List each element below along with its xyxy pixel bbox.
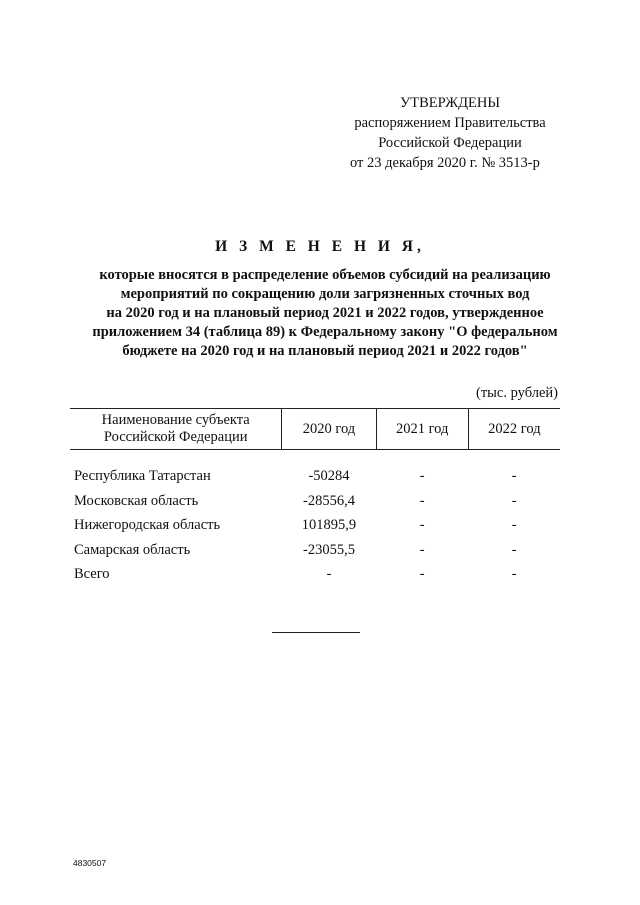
row-2020: 101895,9	[301, 517, 357, 533]
header-2022: 2022 год	[468, 409, 560, 450]
header-2021: 2021 год	[376, 409, 468, 450]
header-region-line1: Наименование субъекта	[101, 412, 250, 428]
row-region: Республика Татарстан	[74, 468, 211, 484]
approval-stamp	[330, 93, 570, 173]
row-region: Московская область	[74, 492, 199, 509]
subtitle-line: приложением 34 (таблица 89) к Федеральному закону "О федеральном	[92, 324, 558, 340]
approval-country: Российской Федерации	[378, 135, 522, 151]
row-2022: -	[511, 517, 517, 533]
row-2020: -28556,4	[303, 492, 355, 509]
unit-label: (тыс. рублей)	[476, 385, 558, 401]
row-2020: -50284	[308, 468, 350, 484]
approval-authority: распоряжением Правительства	[354, 115, 546, 131]
document-number: 4830507	[73, 858, 107, 868]
row-2021: -	[419, 468, 425, 484]
subtitle-line: мероприятий по сокращению доли загрязненных сточных вод	[120, 286, 530, 302]
header-2020: 2020 год	[282, 409, 376, 450]
header-region	[70, 409, 282, 450]
end-divider	[272, 632, 360, 633]
row-2021: -	[419, 517, 425, 533]
table-row	[70, 464, 560, 489]
approval-heading: УТВЕРЖДЕНЫ	[399, 95, 501, 111]
row-2021: -	[419, 566, 425, 582]
table-row	[70, 489, 560, 514]
subtitle-line: которые вносятся в распределение объемов субсидий на реализацию	[99, 267, 551, 283]
document-title: И З М Е Н Е Н И Я,	[215, 238, 425, 255]
approval-date-number: от 23 декабря 2020 г. № 3513-р	[350, 155, 540, 171]
row-2020: -	[326, 566, 332, 582]
row-2022: -	[511, 566, 517, 582]
subsidy-table	[70, 408, 560, 587]
row-2021: -	[419, 492, 425, 509]
table-row-total	[70, 562, 560, 587]
row-2022: -	[511, 541, 517, 558]
row-2022: -	[511, 468, 517, 484]
subtitle-line: бюджете на 2020 год и на плановый период 2021 и 2022 годов"	[122, 343, 528, 359]
row-2022: -	[511, 492, 517, 509]
row-2020: -23055,5	[303, 541, 355, 558]
row-region: Нижегородская область	[74, 517, 221, 533]
row-region: Самарская область	[74, 541, 191, 558]
document-subtitle	[40, 266, 610, 361]
row-2021: -	[419, 541, 425, 558]
table-row	[70, 538, 560, 563]
subtitle-line: на 2020 год и на плановый период 2021 и 2022 годов, утвержденное	[106, 305, 544, 321]
row-region: Всего	[74, 566, 110, 582]
header-region-line2: Российской Федерации	[103, 429, 248, 445]
table-header-row	[70, 409, 560, 450]
table-row	[70, 513, 560, 538]
